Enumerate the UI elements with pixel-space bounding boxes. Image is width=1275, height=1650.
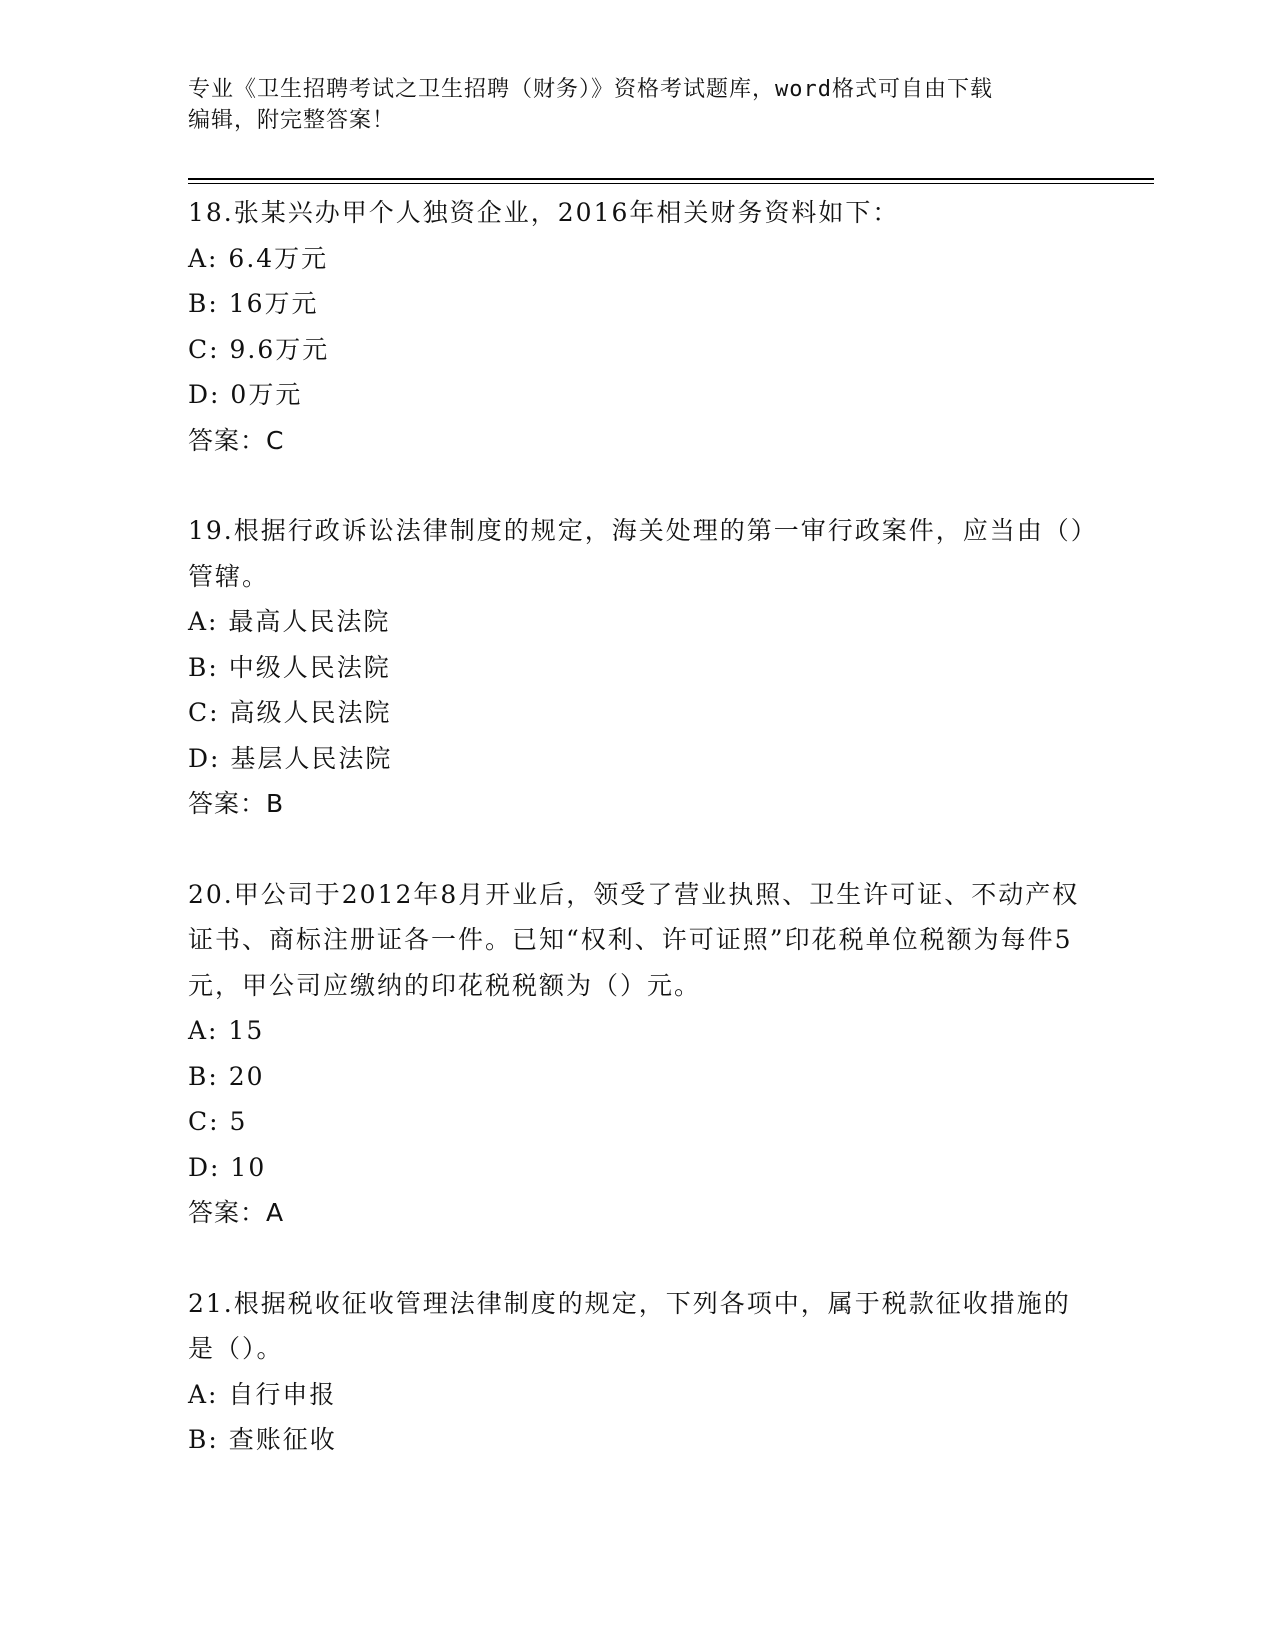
option-a: A: 6.4万元: [188, 243, 329, 273]
header-line-2: 编辑，附完整答案！: [188, 108, 396, 133]
option-b: B: 查账征收: [188, 1425, 337, 1454]
option-d: D: 0万元: [188, 380, 303, 409]
answer-line: 答案：C: [188, 425, 285, 455]
option-a: A: 自行申报: [188, 1379, 337, 1409]
option-c: C: 9.6万元: [188, 334, 330, 364]
header-rule-thin: [188, 183, 1154, 184]
answer-line: 答案：A: [188, 1198, 285, 1227]
question-stem: 21.根据税收征收管理法律制度的规定，下列各项中，属于税款征收措施的是（）。: [188, 1288, 1071, 1363]
answer-line: 答案：B: [188, 789, 285, 818]
option-a: A: 最高人民法院: [188, 607, 391, 636]
question-21: [188, 1281, 1088, 1463]
option-b: B: 中级人民法院: [188, 652, 391, 682]
question-stem: 19.根据行政诉讼法律制度的规定，海关处理的第一审行政案件，应当由（）管辖。: [188, 516, 1086, 591]
question-stem: 20.甲公司于2012年8月开业后，领受了营业执照、卫生许可证、不动产权证书、商标注册证各一件。已知“权利、许可证照”印花税单位税额为每件5元，甲公司应缴纳的印花税税额为（）元。: [188, 879, 1080, 1000]
option-c: C: 5: [188, 1107, 248, 1136]
question-19: [188, 508, 1088, 827]
question-stem: 18.张某兴办甲个人独资企业，2016年相关财务资料如下：: [188, 198, 900, 227]
question-20: [188, 872, 1088, 1236]
option-a: A: 15: [188, 1016, 265, 1045]
header-rule: [188, 178, 1154, 180]
question-18: [188, 190, 1088, 463]
option-c: C: 高级人民法院: [188, 698, 392, 727]
option-d: D: 10: [188, 1152, 267, 1182]
option-d: D: 基层人民法院: [188, 743, 393, 773]
question-list: [188, 190, 1088, 1463]
option-b: B: 20: [188, 1061, 265, 1091]
document-header: [188, 74, 1088, 136]
header-line-1: 专业《卫生招聘考试之卫生招聘（财务）》资格考试题库，word格式可自由下载: [188, 77, 993, 102]
option-b: B: 16万元: [188, 289, 319, 318]
